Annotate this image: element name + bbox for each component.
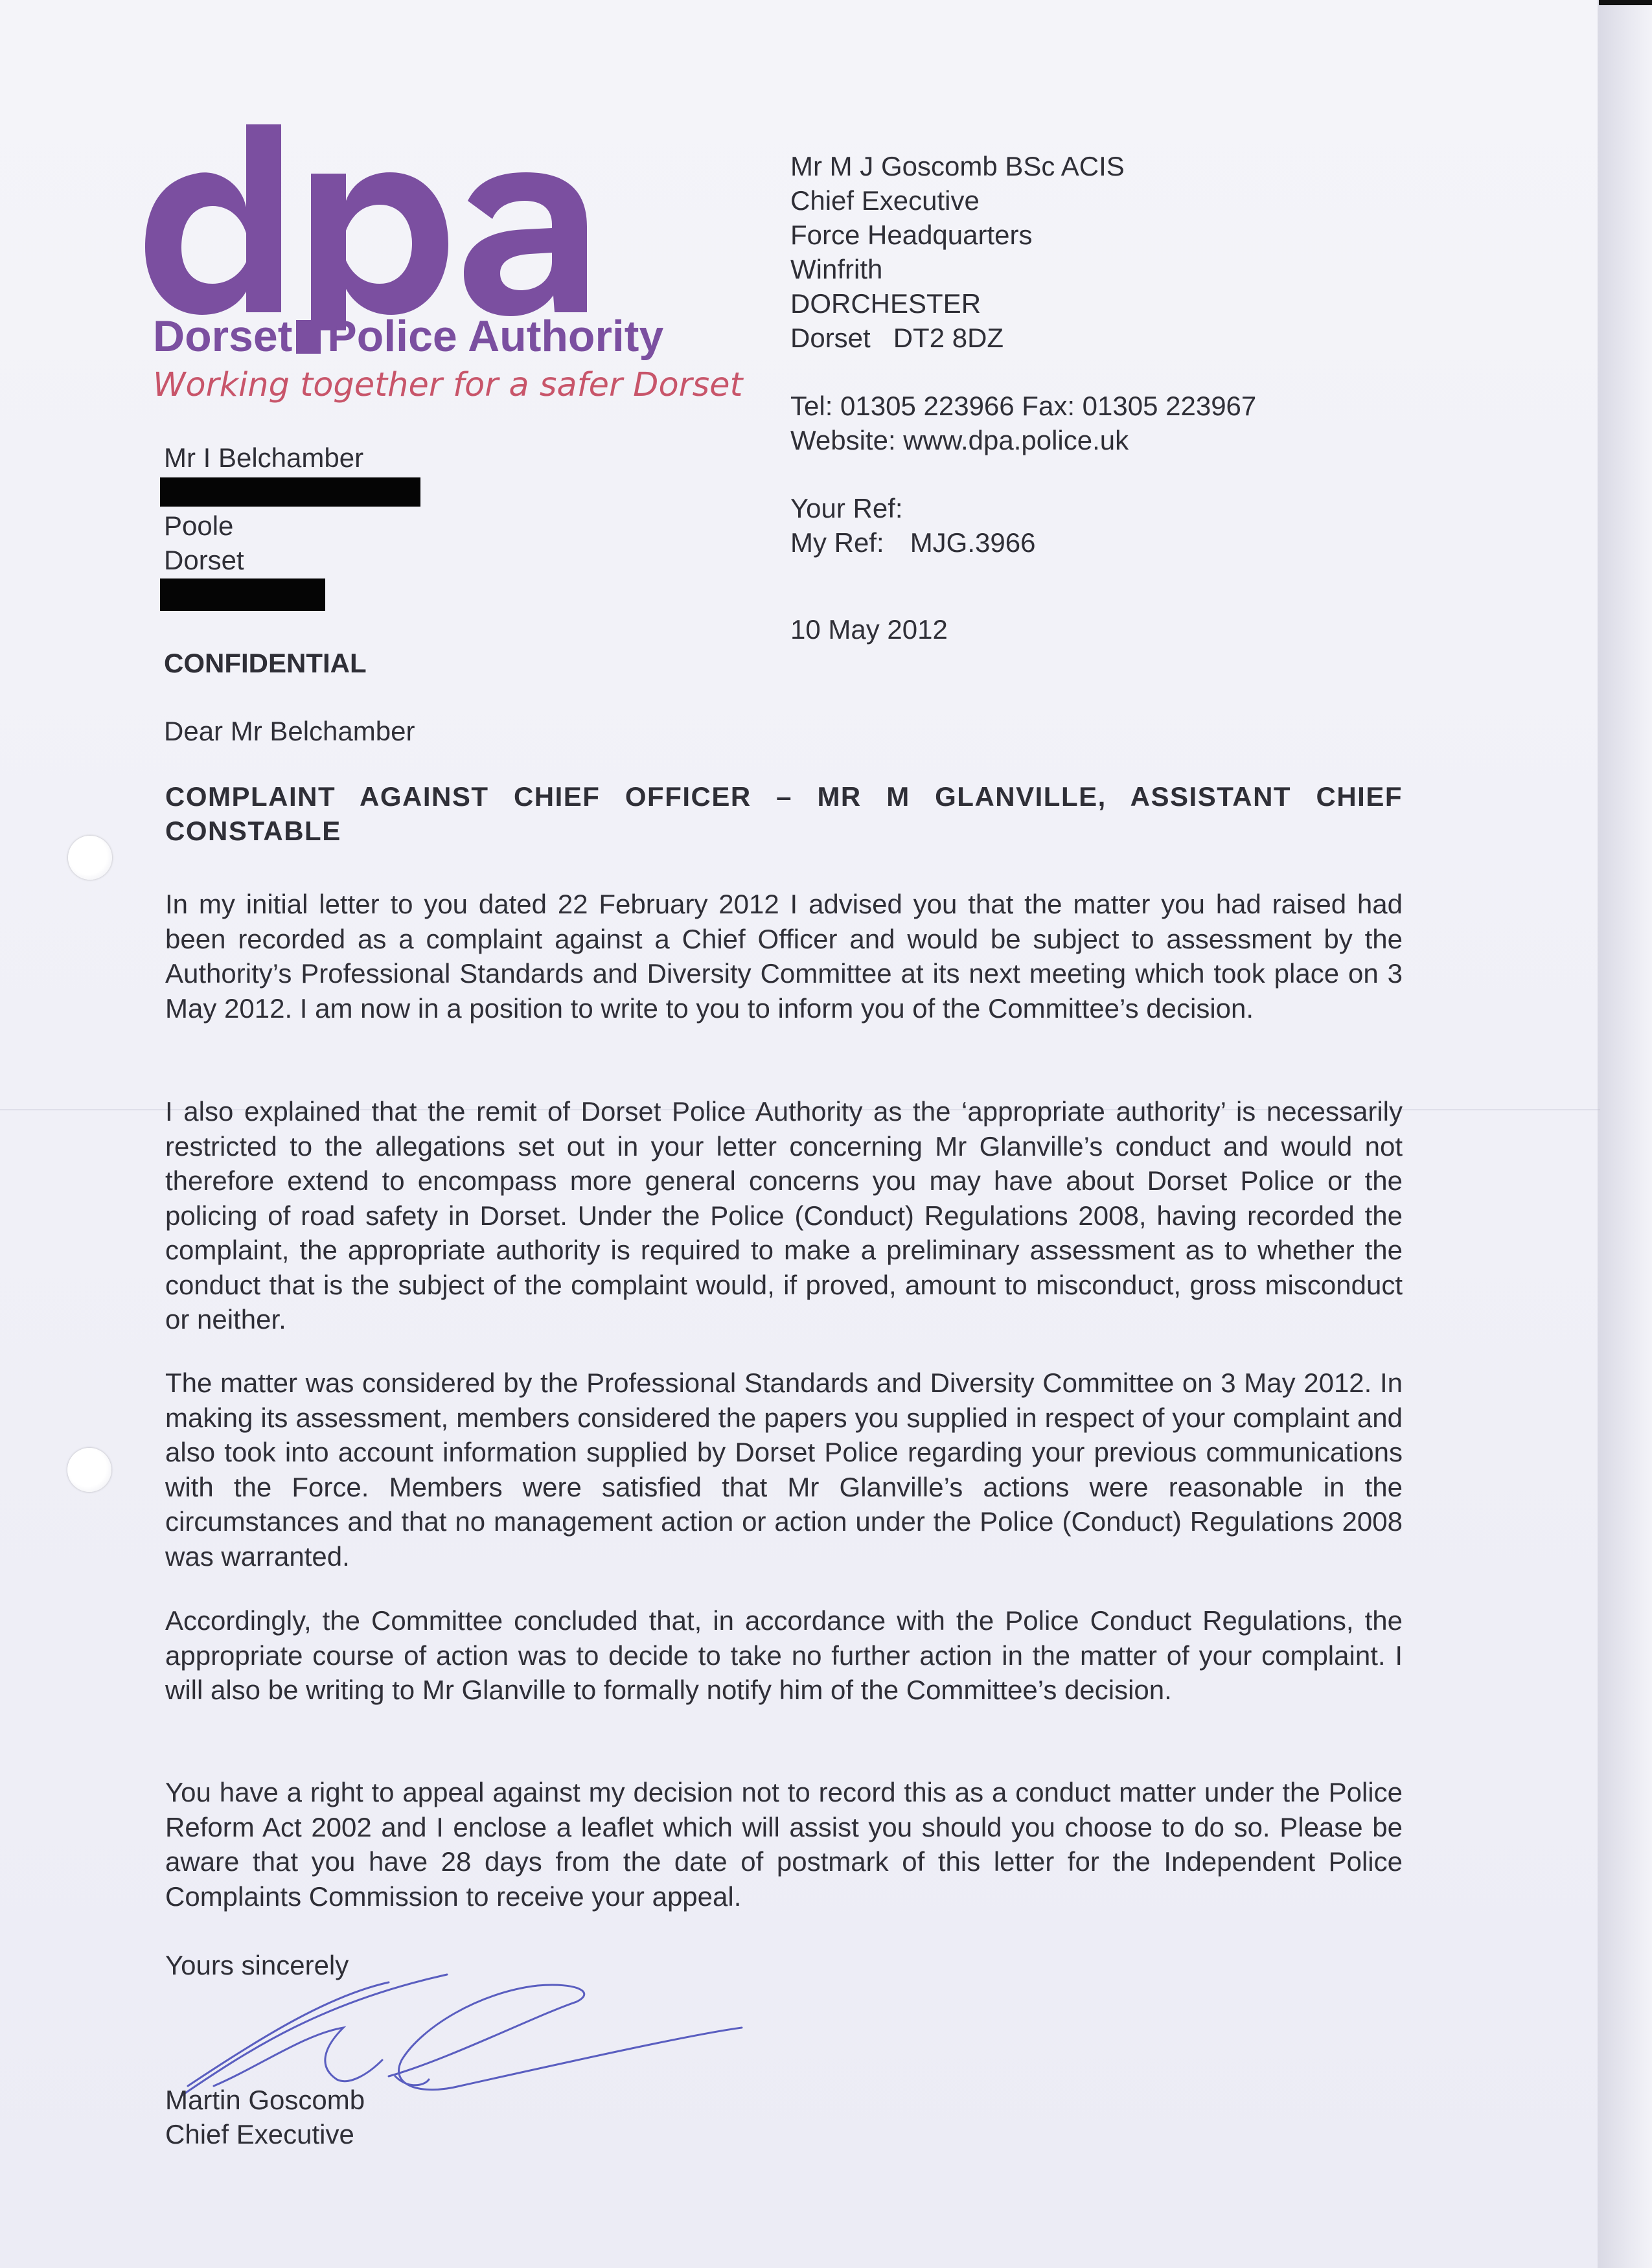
recipient-address bbox=[164, 509, 244, 577]
sender-line: Force Headquarters bbox=[790, 220, 1033, 250]
my-ref-value: MJG.3966 bbox=[910, 527, 1036, 558]
sender-contact bbox=[790, 389, 1256, 457]
sender-line: Chief Executive bbox=[790, 185, 980, 216]
sender-line: Winfrith bbox=[790, 254, 883, 284]
salutation: Dear Mr Belchamber bbox=[164, 716, 415, 746]
page-edge-shadow bbox=[1598, 0, 1652, 2268]
body-paragraph: Accordingly, the Committee concluded that, in accordance with the Police Conduct Regulations, the appropriate course of action was to decide to take no further action in the matter of your complaint. I will also be writing to Mr Glanville to formally notify him of the Committee’s decision. bbox=[165, 1605, 1403, 1705]
your-ref: Your Ref: bbox=[790, 493, 903, 523]
subject-heading: COMPLAINT AGAINST CHIEF OFFICER – MR M GLANVILLE, ASSISTANT CHIEF CONSTABLE bbox=[165, 781, 1403, 846]
signatory-name: Martin Goscomb bbox=[165, 2085, 365, 2115]
org-name-right: Police Authority bbox=[327, 312, 664, 361]
sender-line: Mr M J Goscomb BSc ACIS bbox=[790, 151, 1125, 181]
signatory bbox=[165, 2083, 365, 2151]
body-paragraph: The matter was considered by the Professional Standards and Diversity Committee on 3 May 2012. In making its assessment, members considered the papers you supplied in respect of your complaint and also took into account information supplied by Dorset Police regarding your previous communications with the Force. Members were satisfied that Mr Glanville’s actions were reasonable in the circumstances and that no management action or action under the Police (Conduct) Regulations 2008 was warranted. bbox=[165, 1368, 1403, 1572]
sender-address bbox=[790, 149, 1125, 355]
confidential-label: CONFIDENTIAL bbox=[164, 648, 367, 678]
recipient-name: Mr I Belchamber bbox=[164, 442, 364, 473]
sender-website: Website: www.dpa.police.uk bbox=[790, 425, 1129, 455]
body-paragraph: You have a right to appeal against my decision not to record this as a conduct matter under the Police Reform Act 2002 and I enclose a leaflet which will assist you should you choose to do so. Please be aware that you have 28 days from the date of postmark of this letter for the Independent Police Complaints Commission to receive your appeal. bbox=[165, 1777, 1403, 1912]
sender-line: DORCHESTER bbox=[790, 288, 981, 319]
my-ref-label: My Ref: bbox=[790, 527, 884, 558]
sender-line: Dorset DT2 8DZ bbox=[790, 323, 1004, 353]
scan-corner-mark bbox=[1599, 0, 1652, 5]
redaction-bar bbox=[160, 578, 325, 611]
org-tagline: Working together for a safer Dorset bbox=[153, 366, 743, 404]
my-ref bbox=[790, 525, 1035, 560]
dpa-logo-icon bbox=[144, 97, 597, 330]
recipient-town: Poole bbox=[164, 510, 234, 541]
punch-hole bbox=[67, 1448, 111, 1492]
body-paragraph: In my initial letter to you dated 22 February 2012 I advised you that the matter you had raised had been recorded as a complaint against a Chief Officer and would be subject to assessment by the Authority’s Professional Standards and Diversity Committee at its next meeting which took place on 3 May 2012. I am now in a position to write to you to inform you of the Committee’s decision. bbox=[165, 889, 1403, 1024]
org-name bbox=[153, 311, 663, 361]
logo-square-icon bbox=[296, 320, 321, 354]
recipient-county: Dorset bbox=[164, 545, 244, 575]
punch-hole bbox=[68, 836, 112, 880]
signatory-title: Chief Executive bbox=[165, 2119, 354, 2149]
letter-date: 10 May 2012 bbox=[790, 614, 948, 645]
sender-tel-fax: Tel: 01305 223966 Fax: 01305 223967 bbox=[790, 391, 1257, 421]
closing: Yours sincerely bbox=[165, 1950, 349, 1980]
redaction-bar bbox=[160, 477, 420, 507]
reference-block bbox=[790, 491, 1035, 560]
body-paragraph: I also explained that the remit of Dorset Police Authority as the ‘appropriate authority’ is necessarily restricted to the allegations set out in your letter concerning Mr Glanville’s conduct and would not therefore extend to encompass more general concerns you may have about Dorset Police or the policing of road safety in Dorset. Under the Police (Conduct) Regulations 2008, having recorded the complaint, the appropriate authority is required to make a preliminary assessment as to whether the conduct that is the subject of the complaint would, if proved, amount to misconduct, gross misconduct or neither. bbox=[165, 1096, 1403, 1334]
org-name-left: Dorset bbox=[153, 312, 293, 361]
